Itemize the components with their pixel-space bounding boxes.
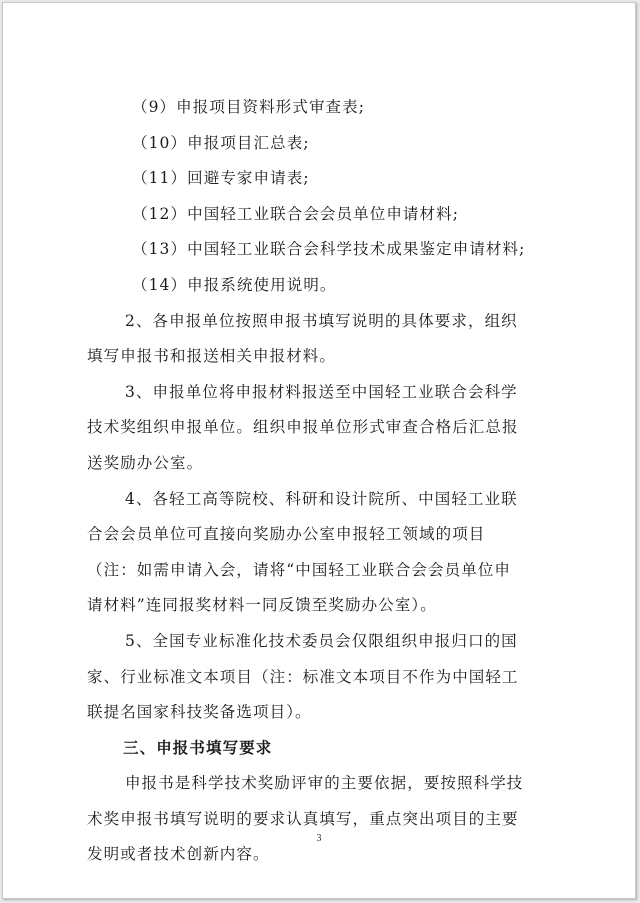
paragraph-2 [87, 311, 537, 382]
paragraph-5-line-1: 5、全国专业标准化技术委员会仅限组织申报归口的国 [125, 631, 518, 650]
list-item-14: （14）申报系统使用说明。 [132, 275, 337, 294]
paragraph-3 [87, 382, 537, 489]
list-item-9: （9）申报项目资料形式审查表; [132, 98, 366, 116]
paragraph-4-line-1: 4、各轻工高等院校、科研和设计院所、中国轻工业联 [125, 489, 518, 508]
list-item-10: （10）申报项目汇总表; [132, 133, 310, 152]
final-paragraph-line-3: 发明或者技术创新内容。 [87, 845, 270, 864]
paragraph-4-line-4: 请材料”连同报奖材料一同反馈至奖励办公室）。 [87, 596, 437, 615]
paragraph-5-line-3: 联提名国家科技奖备选项目）。 [87, 703, 312, 722]
paragraph-5 [87, 631, 537, 738]
final-paragraph-line-2: 术奖申报书填写说明的要求认真填写，重点突出项目的主要 [87, 809, 519, 828]
list-item-13: （13）中国轻工业联合会科学技术成果鉴定申请材料; [132, 240, 526, 259]
paragraph-4 [87, 489, 537, 631]
paragraph-2-line-1: 2、各申报单位按照申报书填写说明的具体要求，组织 [125, 311, 518, 330]
page-number: 3 [316, 833, 322, 844]
paragraph-2-line-2: 填写申报书和报送相关申报材料。 [87, 347, 337, 366]
final-paragraph [87, 773, 537, 880]
paragraph-3-line-1: 3、申报单位将申报材料报送至中国轻工业联合会科学 [125, 382, 518, 401]
paragraph-4-line-2: 合会会员单位可直接向奖励办公室申报轻工领域的项目 [87, 525, 486, 544]
document-page [2, 2, 636, 899]
list-item-11: （11）回避专家申请表; [132, 169, 310, 188]
paragraph-4-line-3: （注：如需申请入会，请将“中国轻工业联合会会员单位申 [87, 560, 512, 579]
final-paragraph-line-1: 申报书是科学技术奖励评审的主要依据，要按照科学技 [125, 774, 524, 793]
list-item-12: （12）中国轻工业联合会会员单位申请材料; [132, 204, 460, 223]
paragraph-3-line-3: 送奖励办公室。 [87, 453, 204, 472]
paragraph-5-line-2: 家、行业标准文本项目（注：标准文本项目不作为中国轻工 [87, 667, 519, 686]
section-heading: 三、申报书填写要求 [123, 738, 273, 757]
paragraph-3-line-2: 技术奖组织申报单位。组织申报单位形式审查合格后汇总报 [87, 418, 519, 437]
page-content [87, 97, 537, 880]
